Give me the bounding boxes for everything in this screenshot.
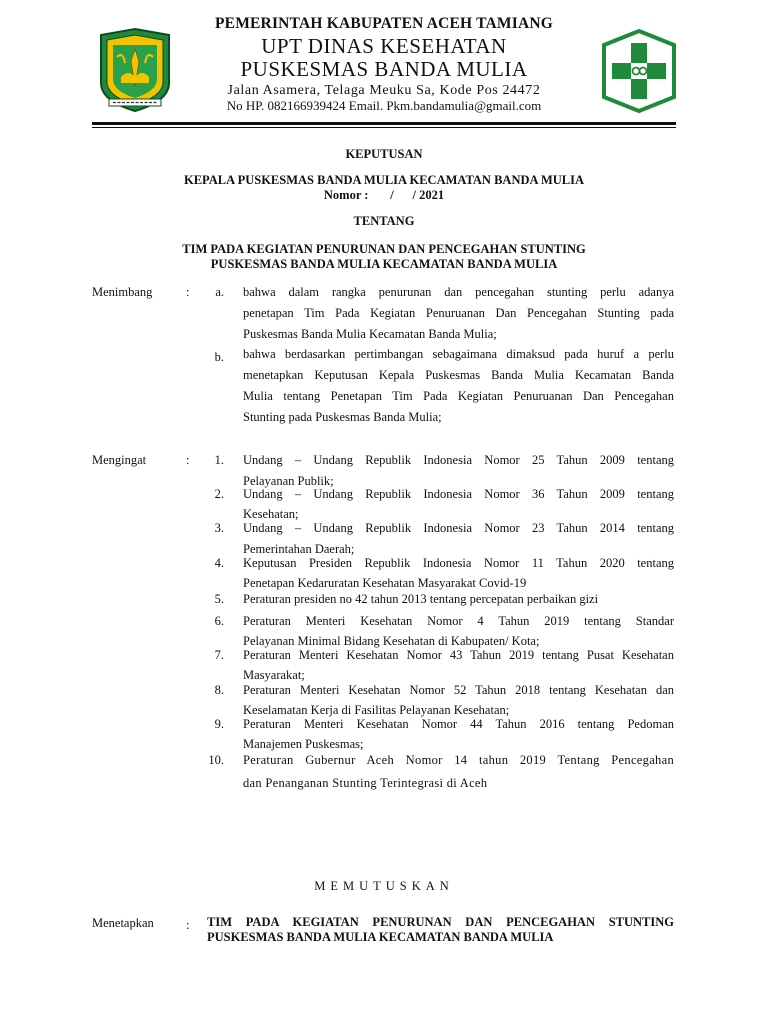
decree-title-line-1: TIM PADA KEGIATAN PENURUNAN DAN PENCEGAHAN STUNTING	[182, 242, 586, 256]
decree-number: Nomor : / / 2021	[323, 188, 445, 202]
mengingat-label: Mengingat	[92, 453, 147, 467]
list-marker: 1.	[214, 453, 224, 467]
menimbang-line: Stunting pada Puskesmas Banda Mulia;	[243, 410, 442, 424]
mengingat-line: Penetapan Kedaruratan Kesehatan Masyarakat Covid-19	[243, 576, 527, 590]
mengingat-line: Keputusan Presiden Republik Indonesia Nomor 11 Tahun 2020 tentang	[243, 556, 674, 570]
decree-about-label: TENTANG	[353, 214, 415, 228]
letterhead-puskesmas: PUSKESMAS BANDA MULIA	[240, 57, 528, 81]
mengingat-line: Undang – Undang Republik Indonesia Nomor 25 Tahun 2009 tentang	[243, 453, 674, 467]
mengingat-line: Peraturan Gubernur Aceh Nomor 14 tahun 2019 Tentang Pencegahan	[243, 753, 674, 767]
mengingat-line: dan Penanganan Stunting Terintegrasi di Aceh	[243, 776, 488, 790]
mengingat-line: Pelayanan Minimal Bidang Kesehatan di Kabupaten/ Kota;	[243, 634, 540, 648]
mengingat-line: Pemerintahan Daerah;	[243, 542, 355, 556]
mengingat-line: Peraturan presiden no 42 tahun 2013 tentang percepatan perbaikan gizi	[243, 592, 599, 606]
mengingat-line: Peraturan Menteri Kesehatan Nomor 4 Tahun 2019 tentang Standar	[243, 614, 674, 628]
list-marker: 3.	[214, 521, 224, 535]
list-marker: b.	[214, 350, 224, 364]
mengingat-line: Manajemen Puskesmas;	[243, 737, 364, 751]
menimbang-line: menetapkan Keputusan Kepala Puskesmas Banda Mulia Kecamatan Banda	[243, 368, 674, 382]
memutuskan-heading: MEMUTUSKAN	[314, 879, 454, 893]
mengingat-line: Peraturan Menteri Kesehatan Nomor 44 Tahun 2016 tentang Pedoman	[243, 717, 674, 731]
menimbang-colon: :	[186, 285, 190, 299]
decree-heading: KEPUTUSAN	[345, 147, 423, 161]
list-marker: a.	[215, 285, 224, 299]
decree-title-line-2: PUSKESMAS BANDA MULIA KECAMATAN BANDA MULIA	[210, 257, 558, 271]
mengingat-line: Masyarakat;	[243, 668, 305, 682]
mengingat-colon: :	[186, 453, 190, 467]
menimbang-line: Mulia tentang Penetapan Tim Pada Kegiatan Penuruanan Dan Pencegahan	[243, 389, 674, 403]
menimbang-line: Puskesmas Banda Mulia Kecamatan Banda Mulia;	[243, 327, 497, 341]
mengingat-line: Undang – Undang Republik Indonesia Nomor 36 Tahun 2009 tentang	[243, 487, 674, 501]
decree-issuer: KEPALA PUSKESMAS BANDA MULIA KECAMATAN BANDA MULIA	[183, 173, 585, 187]
mengingat-line: Keselamatan Kerja di Fasilitas Pelayanan Kesehatan;	[243, 703, 510, 717]
mengingat-line: Pelayanan Publik;	[243, 474, 334, 488]
menetapkan-label: Menetapkan	[92, 916, 154, 930]
list-marker: 8.	[214, 683, 224, 697]
list-marker: 6.	[214, 614, 224, 628]
letterhead-agency: UPT DINAS KESEHATAN	[261, 34, 507, 58]
menimbang-line: penetapan Tim Pada Kegiatan Penuruanan Dan Pencegahan Stunting pada	[243, 306, 674, 320]
mengingat-line: Peraturan Menteri Kesehatan Nomor 43 Tahun 2019 tentang Pusat Kesehatan	[243, 648, 674, 662]
menetapkan-colon: :	[186, 918, 190, 932]
letterhead-government: PEMERINTAH KABUPATEN ACEH TAMIANG	[214, 15, 553, 32]
menimbang-line: bahwa dalam rangka penurunan dan pencegahan stunting perlu adanya	[243, 285, 674, 299]
mengingat-line: Peraturan Menteri Kesehatan Nomor 52 Tahun 2018 tentang Kesehatan dan	[243, 683, 674, 697]
list-marker: 5.	[214, 592, 224, 606]
menetapkan-text: TIM PADA KEGIATAN PENURUNAN DAN PENCEGAHAN STUNTING PUSKESMAS BANDA MULIA KECAMATAN BANDA MULIA	[207, 915, 674, 944]
letterhead-address: Jalan Asamera, Telaga Meuku Sa, Kode Pos 24472	[227, 83, 541, 98]
list-marker: 7.	[214, 648, 224, 662]
letterhead-divider-thin	[92, 127, 676, 128]
letterhead-contact: No HP. 082166939424 Email. Pkm.bandamulia@gmail.com	[226, 98, 542, 113]
menimbang-line: bahwa berdasarkan pertimbangan sebagaimana dimaksud pada huruf a perlu	[243, 347, 674, 361]
mengingat-line: Undang – Undang Republik Indonesia Nomor 23 Tahun 2014 tentang	[243, 521, 674, 535]
list-marker: 9.	[214, 717, 224, 731]
letterhead-divider-thick	[92, 122, 676, 125]
list-marker: 2.	[214, 487, 224, 501]
list-marker: 10.	[208, 753, 224, 767]
mengingat-line: Kesehatan;	[243, 507, 299, 521]
list-marker: 4.	[214, 556, 224, 570]
menimbang-label: Menimbang	[92, 285, 153, 299]
